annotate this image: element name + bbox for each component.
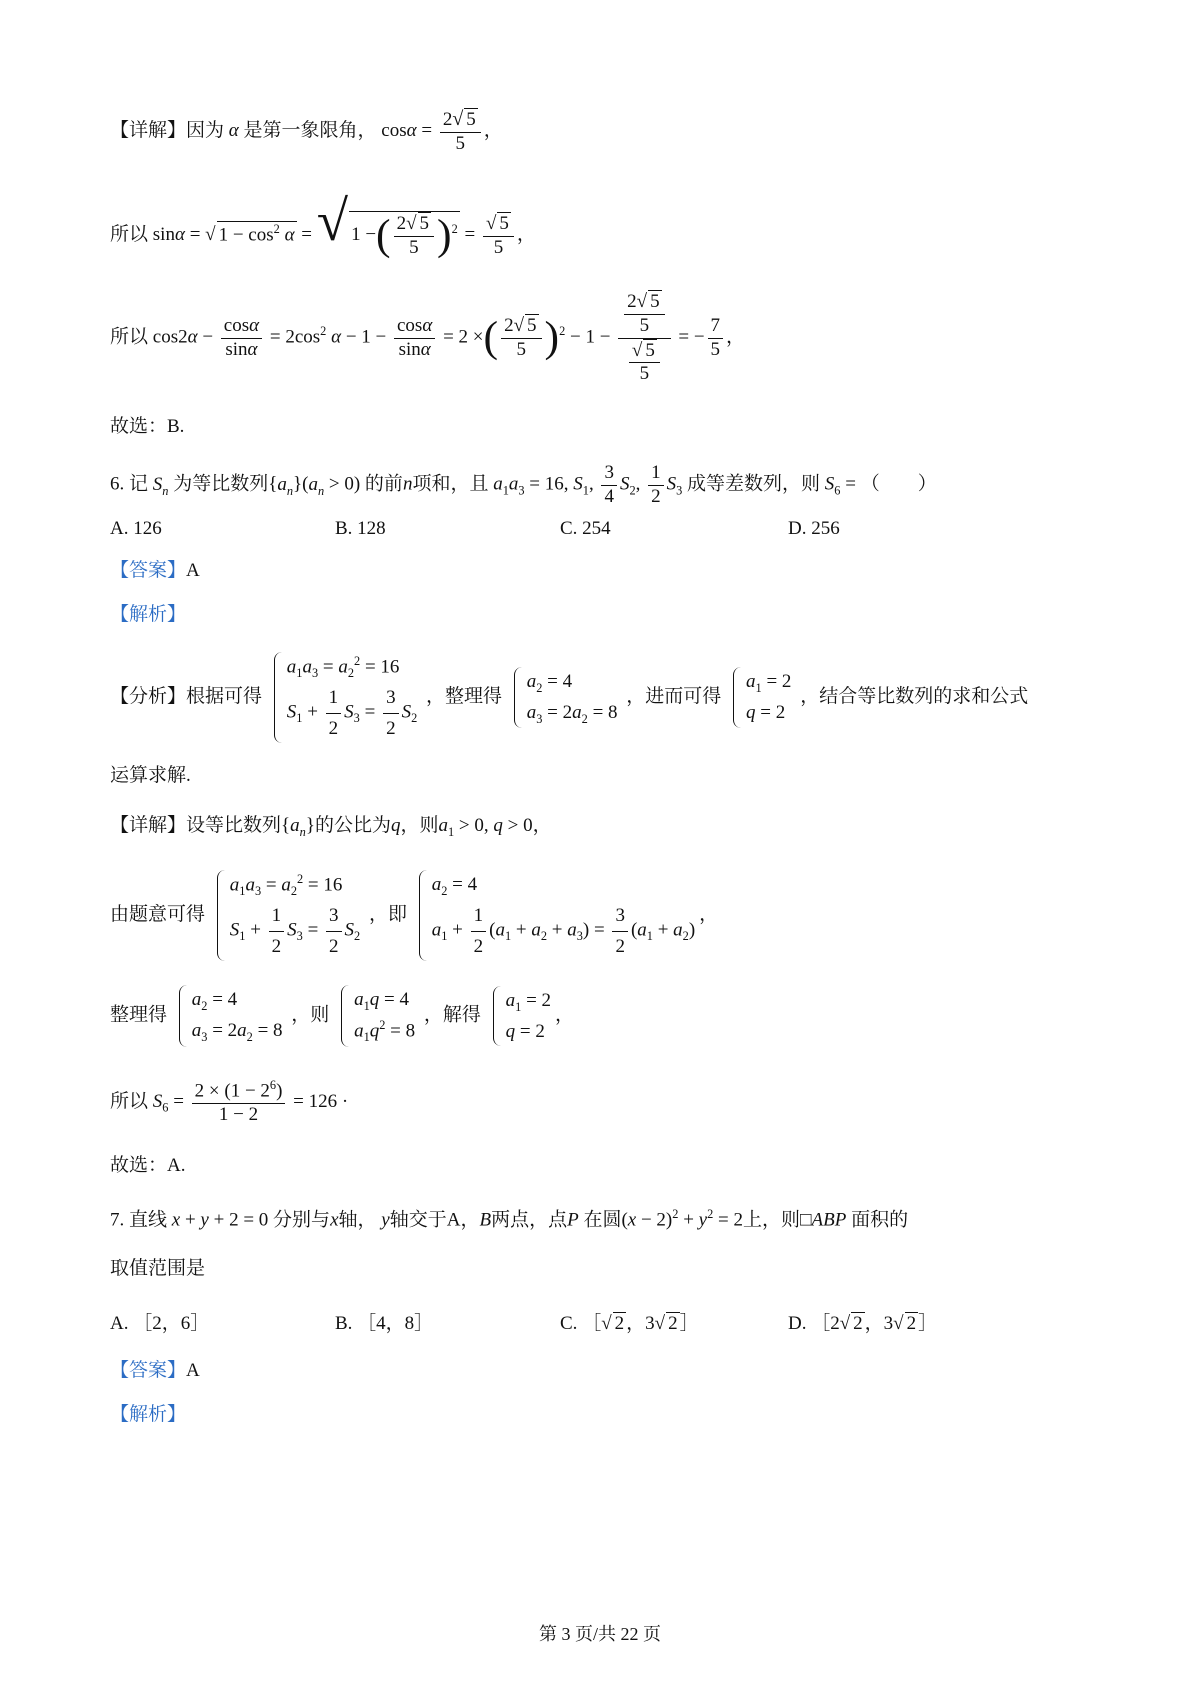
s5-detail-line2: 所以 sinα = √ $1 - \cos^2 \alpha$ = √ 1 −( $\frac{2√ 5}{5}$ )$^2$ = $\frac{√ 5}{5}$ ， — [110, 190, 536, 259]
q7-stem: 7. 直线 x + y + 2 = 0 分别与x轴， y轴交于A，B两点，点P 在圆$(x - 2)^2 + y^2 = 2$上，则□ABP 面积的 — [110, 1207, 909, 1231]
q6-option-a: A. 126 — [110, 518, 162, 539]
q6-option-d: D. 256 — [788, 518, 840, 539]
s5-detail-line3: 所以 cos2α − $\frac{\cos\alpha}{\sin\alpha}$ = $2\cos^2$ α − 1 − $\frac{\cos\alpha}{\sin\alpha}$ = 2 ×( $\frac{2√ 5}{5}$ )$^2$ − 1 − $\frac{\frac{2√ 5}{5}}{\frac{√ 5}{5}}$ = − $\frac{7}{5}$ ， — [110, 291, 746, 385]
q7-option-b: B. ［4，8］ — [335, 1313, 434, 1334]
q7-option-d: D. ［2√ 2 ，3√ 2 ］ — [788, 1313, 938, 1334]
q6-stem: 6. 记 $S_n$ 为等比数列$\{a_n\}(a_n > 0)$ 的前n项和，且 $a_1a_3 = 16$, $S_1$, $\frac{3}{4}$ $S_2$, $\frac{1}{2}$ $S_3$ 成等差数列，则 $S_6$ = （ ） — [110, 462, 937, 507]
q6-option-c: C. 254 — [560, 518, 611, 539]
q6-detail-line4: 所以 $S_6$ = $\frac{2 \times (1 - 2^6)}{1 - 2}$ = 126 · — [110, 1078, 349, 1126]
q6-detail-line2: 由题意可得 $a_1a_3 = a_2^2 = 16$ $S_1$ + $\frac{1}{2}$ $S_3$ = $\frac{3}{2}$ $S_2$ ，即 $a_2 = 4$ $a_1$ + $\frac{1}{2}$ $(a_1 + a_2 + a_3)$ = $\frac{3}{2}$ $(a_1 + a_2)$ ， — [110, 870, 718, 961]
q7-answer: 【答案】A — [110, 1360, 200, 1381]
answer-label: 【答案】 — [110, 560, 187, 581]
s5-conclusion: 故选：B. — [110, 416, 185, 437]
q7-option-c: C. ［√ 2 ，3√ 2 ］ — [560, 1313, 699, 1334]
q6-analysis-label: 【解析】 — [110, 604, 187, 625]
q6-answer: 【答案】A — [110, 560, 200, 581]
s5-detail-line1: 【详解】因为 α 是第一象限角， cosα = $\frac{2√ 5}{5}$ ， — [110, 108, 503, 154]
q7-stem-line2: 取值范围是 — [110, 1258, 206, 1279]
q6-detail-line1: 【详解】设等比数列$\{a_n\}$的公比为q，则$a_1 > 0$, q > 0， — [110, 815, 552, 839]
q7-option-a: A. ［2，6］ — [110, 1313, 210, 1334]
page-footer: 第 3 页/共 22 页 — [538, 1624, 661, 1644]
q6-option-b: B. 128 — [335, 518, 386, 539]
detail-label: 【详解】 — [110, 120, 187, 142]
answer-label: 【答案】 — [110, 1360, 187, 1381]
q7-analysis-label: 【解析】 — [110, 1404, 187, 1425]
q6-analysis-end: 运算求解. — [110, 765, 191, 786]
q6-detail-line3: 整理得 $a_2 = 4$ $a_3 = 2a_2 = 8$ ，则 $a_1q = 4$ $a_1q^2 = 8$ ，解得 $a_1 = 2$ q = 2 ， — [110, 985, 574, 1047]
q6-conclusion: 故选：A. — [110, 1155, 186, 1176]
q6-analysis: 【分析】根据可得 $a_1a_3 = a_2^2 = 16$ $S_1$ + $\frac{1}{2}$ $S_3$ = $\frac{3}{2}$ $S_2$ ，整理得 $a_2 = 4$ $a_3 = 2a_2 = 8$ ，进而可得 $a_1 = 2$ q = 2 ，结合等比数列的求和公式 — [110, 652, 1028, 743]
